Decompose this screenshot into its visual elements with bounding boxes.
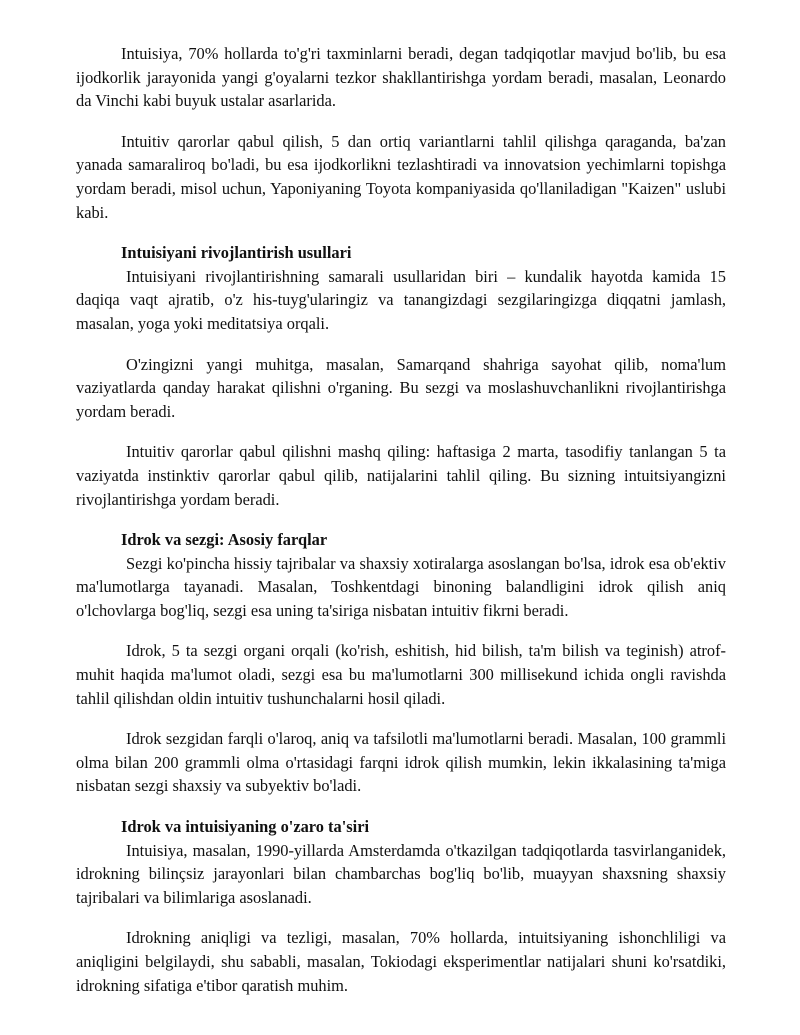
- section-paragraph: Idrokning aniqligi va tezligi, masalan, 70% hollarda, intuitsiyaning ishonchliligi va aniqligini belgilaydi, shu sababli, masalan, Tokiodagi eksperimentlar natijalari shuni ko'rsatdiki, idrokning sifatiga e'tibor qaratish muhim.: [76, 928, 726, 995]
- intro-paragraph-2: Intuitiv qarorlar qabul qilish, 5 dan ortiq variantlarni tahlil qilishga qaraganda, ba'zan yanada samaraliroq bo'ladi, bu esa ijodkorlikni tezlashtiradi va innovatsion yechimlarni topishga yordam beradi, misol uchun, Yaponiyaning Toyota kompaniyasida qo'llaniladigan "Kaizen" uslubi kabi.: [76, 131, 726, 222]
- document-page: [76, 42, 726, 1014]
- intro-paragraph-1: Intuisiya, 70% hollarda to'g'ri taxminlarni beradi, degan tadqiqotlar mavjud bo'lib, bu esa ijodkorlik jarayonida yangi g'oyalarni tezkor shakllantirishga yordam beradi, masalan, Leonardo da Vinchi kabi buyuk ustalar asarlarida.: [76, 44, 726, 111]
- section-paragraph: Idrok, 5 ta sezgi organi orqali (ko'rish, eshitish, hid bilish, ta'm bilish va teginish) atrof-muhit haqida ma'lumot oladi, sezgi esa bu ma'lumotlarni 300 millisekund ichida ongli ravishda tahlil qilishdan oldin intuitiv tushunchalarni hosil qiladi.: [76, 641, 726, 708]
- section-paragraph: Intuitiv qarorlar qabul qilishni mashq qiling: haftasiga 2 marta, tasodifiy tanlangan 5 ta vaziyatda instinktiv qarorlar qabul qilib, natijalarini tahlil qiling. Bu sizning intuitsiyangizni rivojlantirishga yordam beradi.: [76, 442, 726, 509]
- section-heading: Idrok va sezgi: Asosiy farqlar: [121, 530, 328, 550]
- section-perception-vs-sense: [76, 528, 726, 798]
- section-paragraph: O'zingizni yangi muhitga, masalan, Samarqand shahriga sayohat qilib, noma'lum vaziyatlarda qanday harakat qilishni o'rganing. Bu sezgi va moslashuvchanlikni rivojlantirishga yordam beradi.: [76, 354, 726, 421]
- section-intuition-development: [76, 241, 726, 511]
- section-paragraph: Intuisiyani rivojlantirishning samarali usullaridan biri – kundalik hayotda kamida 15 daqiqa vaqt ajratib, o'z his-tuyg'ularingiz va tanangizdagi sezgilaringizga diqqatni jamlash, masalan, yoga yoki meditatsiya orqali.: [76, 266, 726, 333]
- section-paragraph: Intuisiya, masalan, 1990-yillarda Amsterdamda o'tkazilgan tadqiqotlarda tasvirlanganidek, idrokning bilinçsiz jarayonlari bilan chambarchas bog'liq bo'lib, muayyan shaxsning shaxsiy tajribalari va bilimlariga asoslanadi.: [76, 840, 726, 907]
- section-perception-intuition-interaction: [76, 815, 726, 997]
- section-heading: Idrok va intuisiyaning o'zaro ta'siri: [121, 817, 370, 837]
- section-heading: Intuisiyani rivojlantirish usullari: [121, 243, 352, 263]
- section-paragraph: Idrok sezgidan farqli o'laroq, aniq va tafsilotli ma'lumotlarni beradi. Masalan, 100 grammli olma bilan 200 grammli olma o'rtasidagi farqni idrok qilish mumkin, lekin ikkalasining ta'miga nisbatan sezgi shaxsiy va subyektiv bo'ladi.: [76, 729, 726, 796]
- section-paragraph: Sezgi ko'pincha hissiy tajribalar va shaxsiy xotiralarga asoslangan bo'lsa, idrok esa ob'ektiv ma'lumotlarga tayanadi. Masalan, Toshkentdagi binoning balandligini idrok qilish aniq o'lchovlarga bog'liq, sezgi esa uning ta'siriga nisbatan intuitiv fikrni beradi.: [76, 553, 726, 620]
